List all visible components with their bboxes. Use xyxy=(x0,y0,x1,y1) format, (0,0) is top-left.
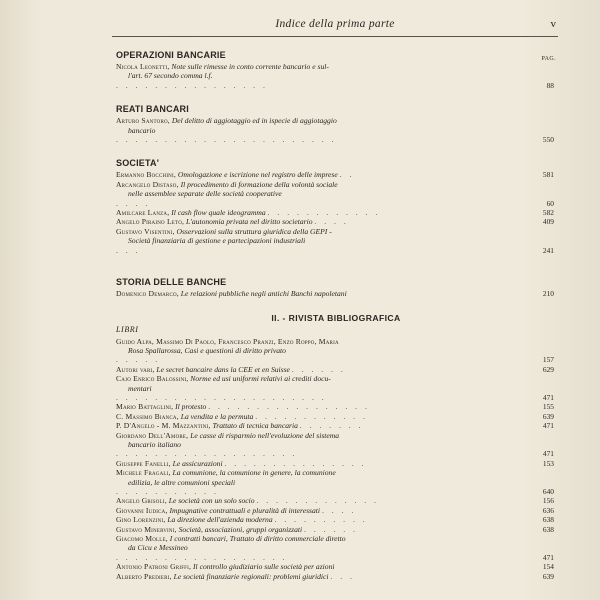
entry-author: Antonio Patroni Griffi, xyxy=(116,562,192,572)
entry-title: Il cash flow quale ideogramma xyxy=(171,208,266,218)
index-entry xyxy=(116,217,556,226)
entry-title: I contratti bancari, Trattato di diritto commerciale diretto xyxy=(169,534,346,544)
leader-dots: . . . . . . . . . . . . . . . . . . . xyxy=(116,449,298,459)
entry-text xyxy=(116,421,518,430)
entry-page-number: 60 xyxy=(546,198,554,208)
entry-author: C. Massimo Bianca, xyxy=(116,411,179,421)
entry-title: Del delitto di aggiotaggio ed in ispecie di aggiotaggio xyxy=(171,116,337,126)
entry-page-number: 471 xyxy=(542,449,554,459)
index-entry xyxy=(116,421,556,430)
entry-author: Arturo Santoro, xyxy=(116,116,170,126)
entry-author: P. D'Angelo - M. Mazzantini, xyxy=(116,421,211,431)
leader-dots: . . . . . . xyxy=(291,364,346,374)
entry-title-continued: bancario xyxy=(128,125,156,135)
entry-author: Mario Battaglini, xyxy=(116,402,174,412)
entry-author: Cajo Enrico Balossini, xyxy=(116,374,189,384)
leader-dots: . . . xyxy=(116,245,141,255)
entry-author: Amilcare Lanza, xyxy=(116,208,170,218)
section-heading: REATI BANCARI xyxy=(116,104,189,115)
leader-dots: . . . . . . . . . . xyxy=(274,515,368,525)
leader-dots: . . . . xyxy=(321,505,357,515)
leader-dots: . . . . xyxy=(314,217,349,227)
entry-text xyxy=(116,208,518,217)
running-head-page-number: v xyxy=(550,18,556,30)
entry-title: Società, associazioni, gruppi organizzati xyxy=(178,524,303,534)
leader-dots: . . . . . xyxy=(116,355,161,365)
entry-text xyxy=(116,515,518,524)
entry-author: Angelo Piraino Leto, xyxy=(116,217,185,227)
entry-title: Il protesto xyxy=(175,402,207,412)
entry-text xyxy=(116,170,518,179)
index-section xyxy=(116,158,556,255)
entry-text xyxy=(116,534,518,562)
leader-dots: . . . . . . . . . . . . xyxy=(267,208,381,218)
section-heading: SOCIETA' xyxy=(116,158,160,169)
running-head-title: Indice della prima parte xyxy=(275,18,395,30)
entry-page-number: 241 xyxy=(542,245,554,255)
entry-page-number: 639 xyxy=(542,411,554,421)
leader-dots: . . . . . . . . . . . . . . . . . . . . . . xyxy=(116,392,327,402)
leader-dots: . . . . . . . . . . . . . . . . xyxy=(116,80,268,90)
entry-text xyxy=(116,468,518,496)
entry-title: Le secret bancaire dans la CEE et en Suisse xyxy=(156,364,290,374)
entry-title: La direzione dell'azienda moderna xyxy=(167,515,273,525)
entry-title: Le relazioni pubbliche negli antichi Banchi napoletani xyxy=(180,289,347,299)
entry-page-number: 153 xyxy=(542,458,554,468)
index-entry xyxy=(116,402,556,411)
leader-dots: . . . . . . . . . . . xyxy=(116,487,219,496)
entry-text xyxy=(116,402,518,411)
entry-title-continued: Società finanziaria di gestione e partecipazioni industriali xyxy=(128,236,306,246)
entry-title-continued: bancario italiano xyxy=(128,439,181,449)
index-content xyxy=(116,50,556,581)
leader-dots: . . . . . . . . . . . . . . . . . . . . . . . xyxy=(116,135,337,145)
entry-author: Autori vari, xyxy=(116,364,155,374)
entry-title: Omologazione e iscrizione nel registro delle imprese xyxy=(177,170,338,180)
index-entry xyxy=(116,208,556,217)
entry-text xyxy=(116,289,518,298)
entry-title-continued: l'art. 67 secondo comma l.f. xyxy=(128,71,213,81)
entry-page-number: 409 xyxy=(542,217,554,227)
index-entry xyxy=(116,572,556,581)
entry-author: Gino Lorenzini, xyxy=(116,515,166,525)
index-entry xyxy=(116,431,556,459)
entry-author: Giovanni Iudica, xyxy=(116,505,168,515)
leader-dots: . . . . . . . . . . . . . xyxy=(256,496,379,506)
entry-page-number: 155 xyxy=(542,402,554,412)
index-entry xyxy=(116,227,556,255)
entry-title: Note sulle rimesse in conto corrente bancario e sul- xyxy=(171,62,329,71)
entry-text xyxy=(116,116,518,144)
leader-dots: . . xyxy=(339,170,355,180)
entry-title: L'autonomia privata nel diritto societario xyxy=(186,217,313,227)
index-entry xyxy=(116,337,556,365)
section-heading: STORIA DELLE BANCHE xyxy=(116,277,227,288)
index-entry xyxy=(116,62,556,90)
entry-text xyxy=(116,337,518,365)
index-entry xyxy=(116,170,556,179)
entry-title: Le assicurazioni xyxy=(172,458,223,468)
index-entry xyxy=(116,515,556,524)
index-entry xyxy=(116,562,556,571)
entry-title: Impugnative contrattuali e pluralità di interessati xyxy=(169,505,321,515)
entry-title: Trattato di tecnica bancaria xyxy=(212,421,298,431)
entry-author: Arcangelo Distaso, xyxy=(116,179,179,189)
entry-page-number: 154 xyxy=(542,562,554,572)
entry-title-continued: nelle assemblee separate delle società cooperative xyxy=(128,189,282,199)
index-entry xyxy=(116,459,556,468)
entry-text xyxy=(116,217,518,226)
entry-title-continued: Rosa Spallarossa, Casi e questioni di diritto privato xyxy=(128,345,286,355)
entry-text xyxy=(116,374,518,402)
running-head xyxy=(112,14,558,37)
entry-title: Le casse di risparmio nell'evoluzione del sistema xyxy=(190,430,340,440)
entry-page-number: 88 xyxy=(546,80,554,90)
entry-page-number: 629 xyxy=(542,364,554,374)
index-entry xyxy=(116,116,556,144)
entry-text xyxy=(116,496,518,505)
entry-author: Giordano Dell'Amore, xyxy=(116,430,189,440)
entry-page-number: 638 xyxy=(542,515,554,525)
entry-page-number: 550 xyxy=(542,135,554,145)
entry-author: Giacomo Molle, xyxy=(116,534,168,544)
entry-title: Le società finanziarie regionali: problemi giuridici xyxy=(173,571,329,581)
entry-text xyxy=(116,431,518,459)
entry-author: Alberto Predieri, xyxy=(116,571,172,581)
entry-page-number: 636 xyxy=(542,505,554,515)
entry-text xyxy=(116,62,518,90)
index-entry xyxy=(116,506,556,515)
entry-author: Nicola Leonetti, xyxy=(116,62,170,71)
index-section xyxy=(116,50,556,90)
leader-dots: . . . . xyxy=(116,198,151,208)
entry-page-number: 157 xyxy=(542,355,554,365)
entry-author: Giuseppe Fanelli, xyxy=(116,458,171,468)
leader-dots: . . . . . . . . . . . . xyxy=(255,411,368,421)
rivista-bibliografica-section xyxy=(116,313,556,582)
entry-page-number: 471 xyxy=(542,421,554,431)
entry-page-number: 471 xyxy=(542,392,554,402)
index-entry xyxy=(116,412,556,421)
entry-page-number: 156 xyxy=(542,496,554,506)
entry-author: Gustavo Minervini, xyxy=(116,524,177,534)
leader-dots: . . . . . . xyxy=(304,524,358,534)
entry-text xyxy=(116,459,518,468)
entry-text xyxy=(116,506,518,515)
entry-text xyxy=(116,525,518,534)
part-heading: II. - RIVISTA BIBLIOGRAFICA xyxy=(271,312,401,323)
index-entry xyxy=(116,525,556,534)
entry-author: Ermanno Bocchini, xyxy=(116,170,176,180)
index-entry xyxy=(116,180,556,208)
entry-page-number: 581 xyxy=(542,170,554,180)
entry-text xyxy=(116,365,518,374)
entry-author: Angelo Grisoli, xyxy=(116,496,167,506)
entry-page-number: 582 xyxy=(542,208,554,218)
entry-author: Michele Fragali, xyxy=(116,468,171,478)
section-heading: OPERAZIONI BANCARIE xyxy=(116,50,226,60)
index-entry xyxy=(116,468,556,496)
entry-title: Il procedimento di formazione della volontà sociale xyxy=(180,179,338,189)
entry-text xyxy=(116,572,518,581)
entry-author: Domenico Demarco, xyxy=(116,289,179,299)
entry-page-number: 639 xyxy=(542,571,554,581)
entry-author: Gustavo Visentini, xyxy=(116,226,175,236)
entry-title-continued: mentari xyxy=(128,383,152,393)
entry-page-number: 471 xyxy=(542,552,554,562)
entry-title: Norme ed usi uniformi relativi ai crediti docu- xyxy=(190,374,331,384)
entry-author: Guido Alpa, Massimo Di Paolo, Francesco Pranzi, Enzo Roppo, Maria xyxy=(116,336,339,346)
leader-dots: . . . xyxy=(330,571,355,581)
entry-title: Il controllo giudiziario sulle società per azioni xyxy=(193,562,335,572)
index-entry xyxy=(116,496,556,505)
entry-page-number: 638 xyxy=(542,524,554,534)
entry-title: Osservazioni sulla struttura giuridica della GEPI - xyxy=(176,226,332,236)
libri-heading: LIBRI xyxy=(116,324,139,334)
entry-text xyxy=(116,227,518,255)
entry-text xyxy=(116,412,518,421)
leader-dots: . . . . . . . xyxy=(299,421,364,431)
leader-dots: . . . . . . . . . . . . . . . . . xyxy=(208,402,370,412)
index-entry xyxy=(116,534,556,562)
leader-dots: . . . . . . . . . . . . . . . xyxy=(224,458,367,468)
index-section xyxy=(116,277,556,298)
entry-text xyxy=(116,180,518,208)
index-entry xyxy=(116,365,556,374)
entry-page-number: 210 xyxy=(542,289,554,299)
leader-dots: . . . . . . . . . . . . . . . . . . xyxy=(116,552,288,562)
index-entry xyxy=(116,289,556,298)
entry-title-continued: edilizia, le altre comunioni speciali xyxy=(128,477,236,487)
entry-page-number: 640 xyxy=(542,487,554,496)
entry-title: La comunione, la comunione in genere, la comunione xyxy=(172,468,336,478)
index-entry xyxy=(116,374,556,402)
entry-text xyxy=(116,562,518,571)
entry-title-continued: da Cicu e Messineo xyxy=(128,543,188,553)
entry-title: La vendita e la permuta xyxy=(180,411,254,421)
index-section xyxy=(116,104,556,144)
entry-title: Le società con un solo socio xyxy=(168,496,255,506)
pag-label: PAG. xyxy=(541,56,556,62)
